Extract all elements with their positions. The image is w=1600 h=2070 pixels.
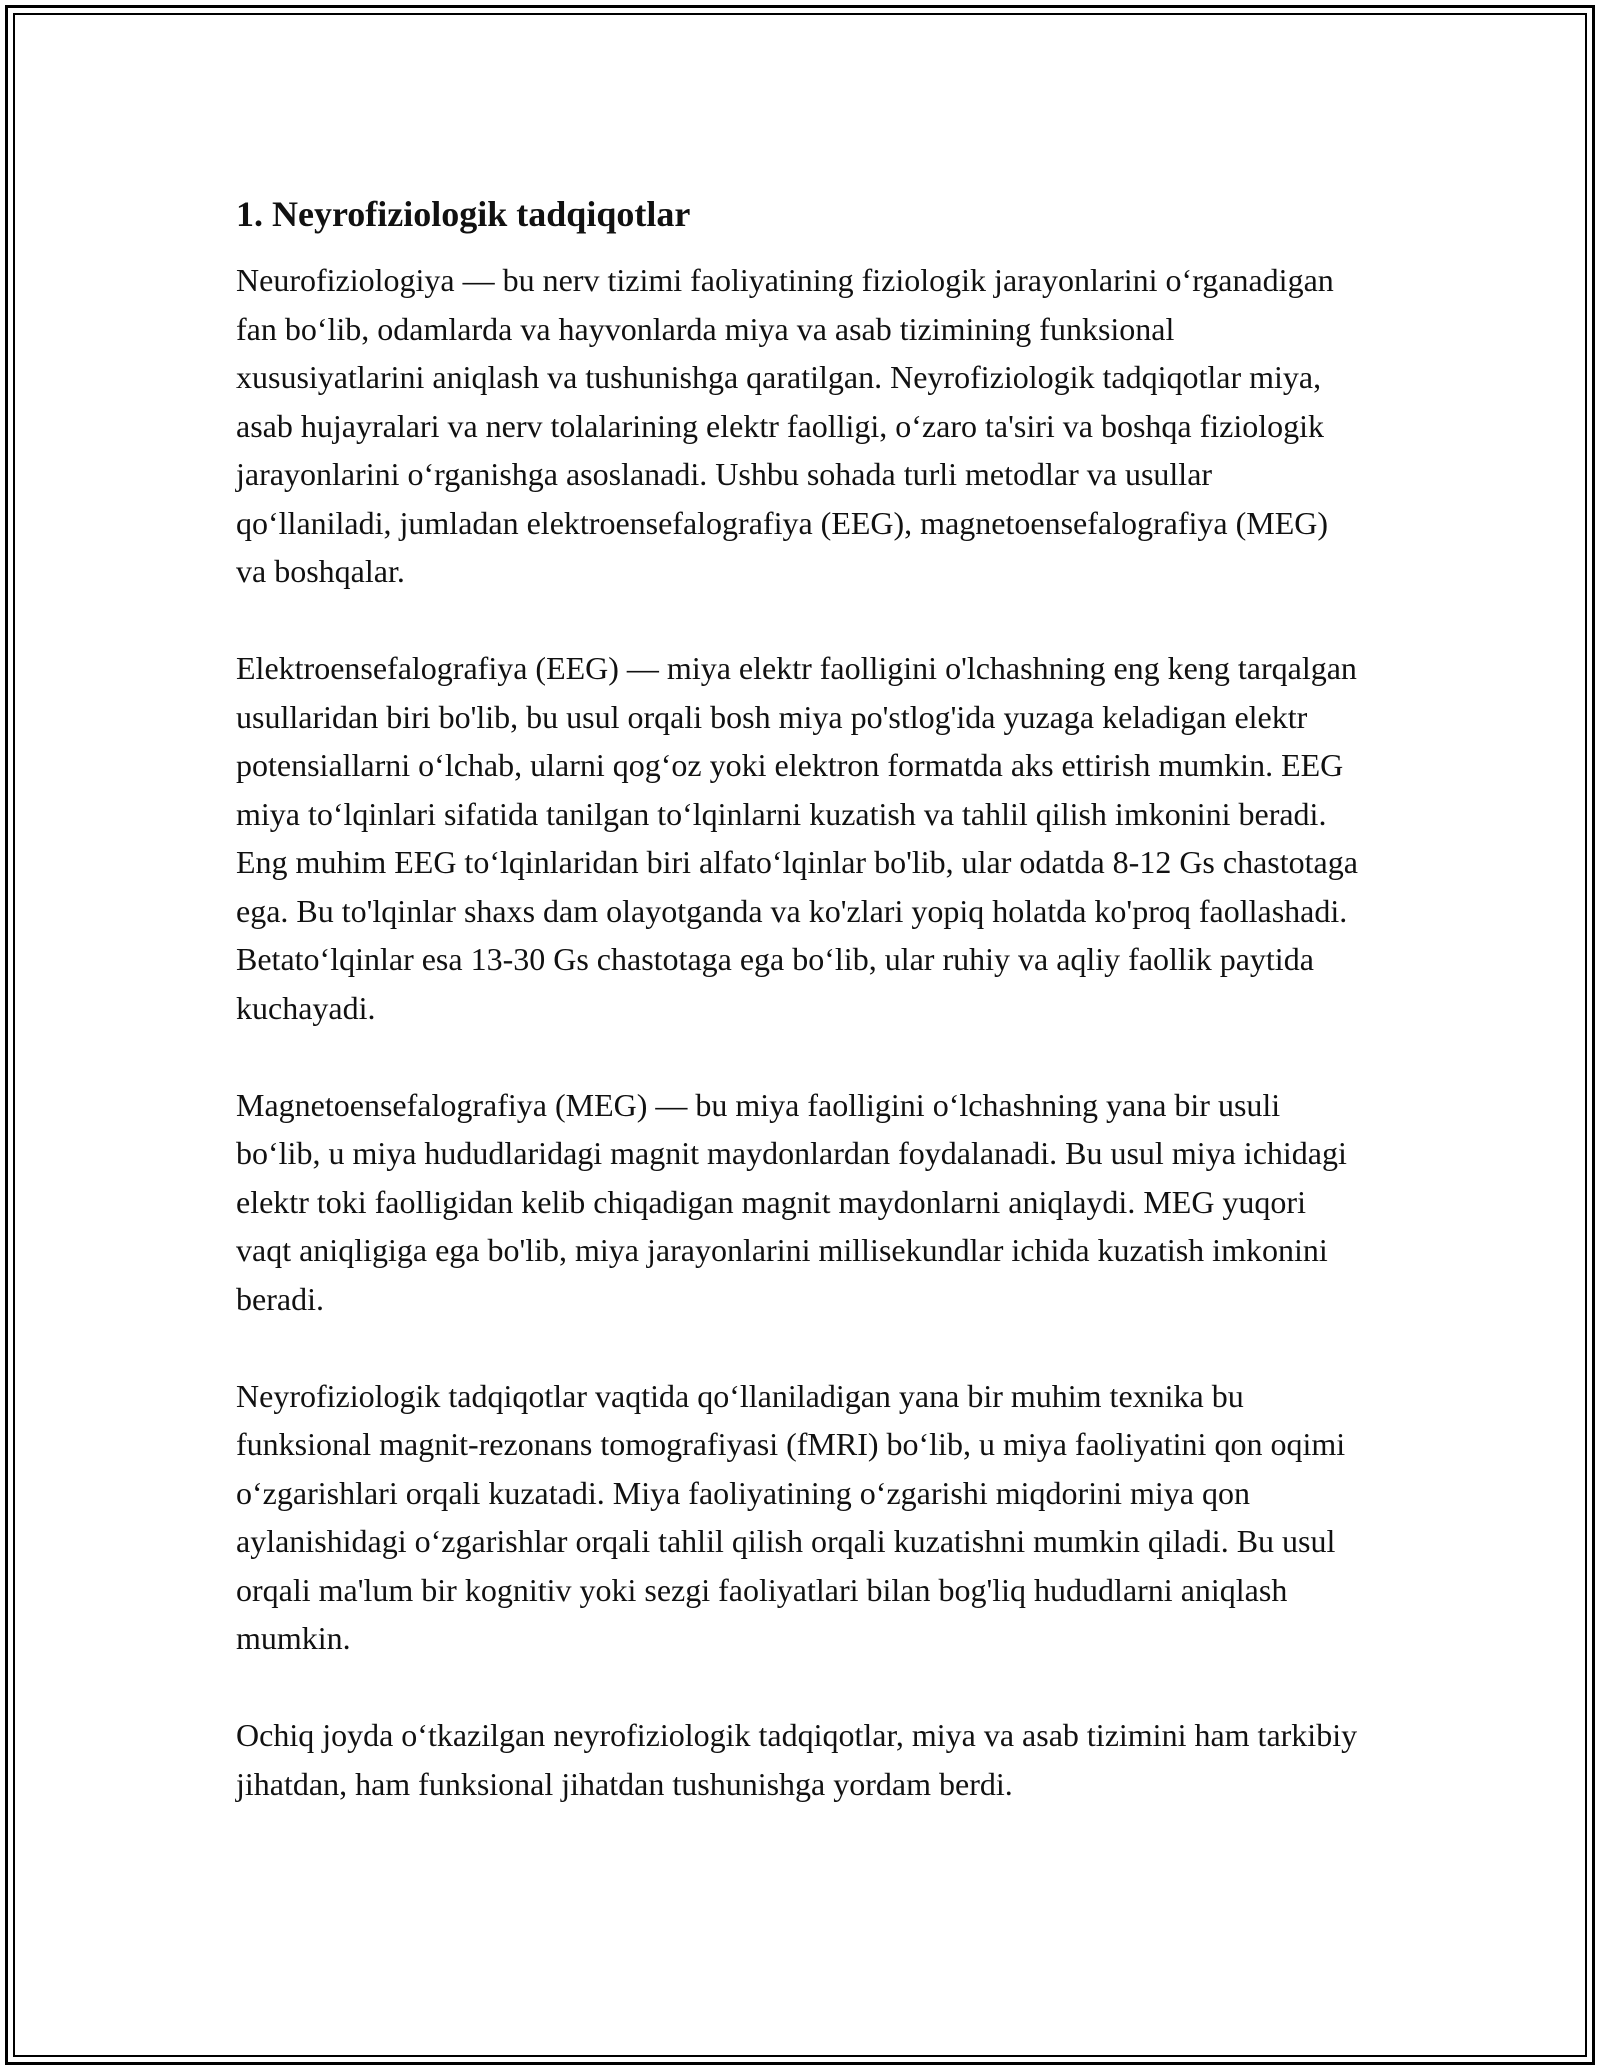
- paragraph-fmri: Neyrofiziologik tadqiqotlar vaqtida qo‘llaniladigan yana bir muhim texnika bu funksional magnit-rezonans tomografiyasi (fMRI) bo‘lib, u miya faoliyatini qon oqimi o‘zgarishlari orqali kuzatadi. Miya faoliyatining o‘zgarishi miqdorini miya qon aylanishidagi o‘zgarishlar orqali tahlil qilish orqali kuzatishni mumkin qiladi. Bu usul orqali ma'lum bir kognitiv yoki sezgi faoliyatlari bilan bog'liq hududlarni aniqlash mumkin.: [236, 1377, 1346, 1656]
- paragraph-conclusion: Ochiq joyda o‘tkazilgan neyrofiziologik tadqiqotlar, miya va asab tizimini ham tarkibiy jihatdan, ham funksional jihatdan tushunishga yordam berdi.: [236, 1717, 1358, 1802]
- paragraph-meg: Magnetoensefalografiya (MEG) — bu miya faolligini o‘lchashning yana bir usuli bo‘lib, u miya hududlaridagi magnit maydonlardan foydalanadi. Bu usul miya ichidagi elektr toki faolligidan kelib chiqadigan magnit maydonlarni aniqlaydi. MEG yuqori vaqt aniqligiga ega bo'lib, miya jarayonlarini millisekundlar ichida kuzatish imkonini beradi.: [236, 1086, 1347, 1317]
- document-body: [236, 190, 1366, 1808]
- paragraph-neurophysiology-intro: Neurofiziologiya — bu nerv tizimi faoliyatining fiziologik jarayonlarini o‘rganadigan fan bo‘lib, odamlarda va hayvonlarda miya va asab tizimining funksional xususiyatlarini aniqlash va tushunishga qaratilgan. Neyrofiziologik tadqiqotlar miya, asab hujayralari va nerv tolalarining elektr faolligi, o‘zaro ta'siri va boshqa fiziologik jarayonlarini o‘rganishga asoslanadi. Ushbu sohada turli metodlar va usullar qo‘llaniladi, jumladan elektroensefalografiya (EEG), magnetoensefalografiya (MEG) va boshqalar.: [236, 262, 1334, 589]
- section-heading: 1. Neyrofiziologik tadqiqotlar: [236, 194, 691, 234]
- paragraph-eeg: Elektroensefalografiya (EEG) — miya elektr faolligini o'lchashning eng keng tarqalgan usullaridan biri bo'lib, bu usul orqali bosh miya po'stlog'ida yuzaga keladigan elektr potensiallarni o‘lchab, ularni qog‘oz yoki elektron formatda aks ettirish mumkin. EEG miya to‘lqinlari sifatida tanilgan to‘lqinlarni kuzatish va tahlil qilish imkonini beradi. Eng muhim EEG to‘lqinlaridan biri alfato‘lqinlar bo'lib, ular odatda 8-12 Gs chastotaga ega. Bu to'lqinlar shaxs dam olayotganda va ko'zlari yopiq holatda ko'proq faollashadi. Betato‘lqinlar esa 13-30 Gs chastotaga ega bo‘lib, ular ruhiy va aqliy faollik paytida kuchayadi.: [236, 650, 1358, 1026]
